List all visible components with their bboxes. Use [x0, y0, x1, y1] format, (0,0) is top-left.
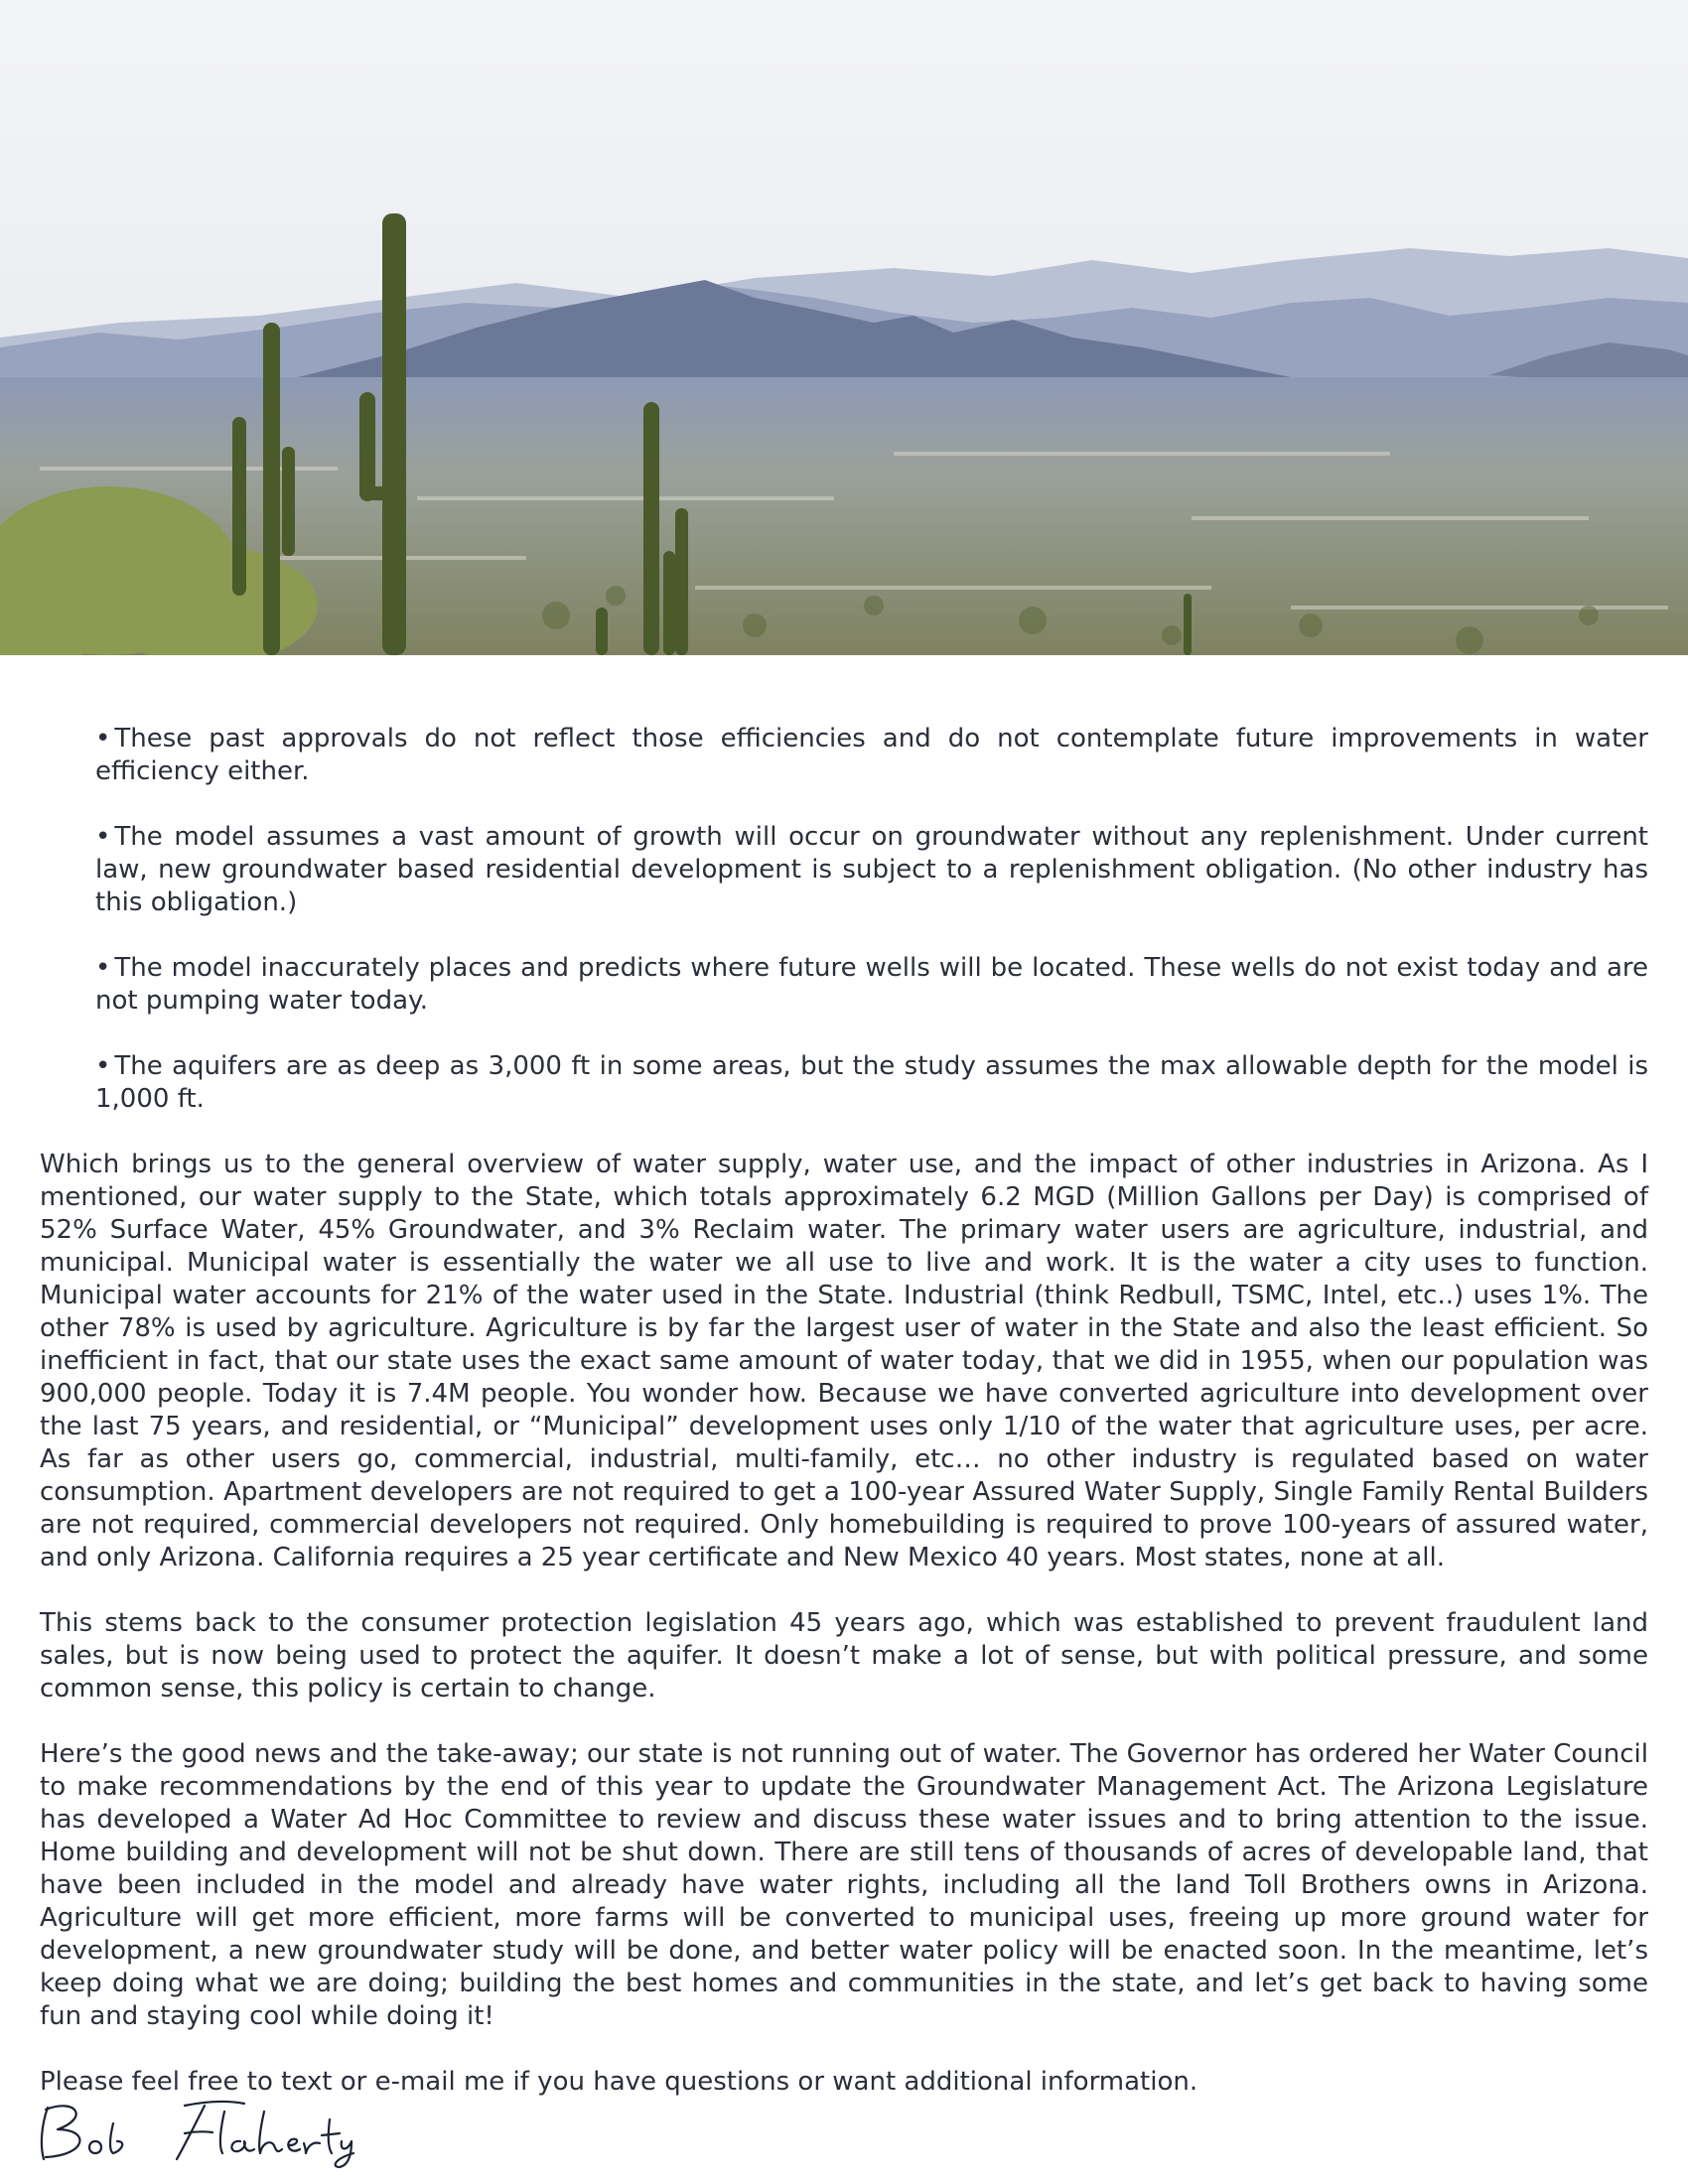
paragraph-legislation: This stems back to the consumer protection legislation 45 years ago, which was established to prevent fraudulent land sales, but is now being used to protect the aquifer. It doesn’t make a lot of sense, but with political pressure, and some common sense, this policy is certain to change.: [40, 1608, 1648, 1704]
bullet-text: The model assumes a vast amount of growth will occur on groundwater without any replenishment. Under current law, new groundwater based residential development is subject to a replenishment obligation. (No other industry has this obligation.): [95, 822, 1648, 917]
bullet-item: • The aquifers are as deep as 3,000 ft in some areas, but the study assumes the max allowable depth for the model is 1,000 ft.: [95, 1051, 1648, 1114]
signature-image: [36, 2090, 363, 2169]
hero-landscape-image: [0, 0, 1688, 655]
bullet-text: These past approvals do not reflect those efficiencies and do not contemplate future improvements in water efficiency either.: [95, 724, 1648, 786]
paragraph-good-news: Here’s the good news and the take-away; our state is not running out of water. The Governor has ordered her Water Council to make recommendations by the end of this year to update the Groundwater Management Act. The Arizona Legislature has developed a Water Ad Hoc Committee to review and discuss these water issues and to bring attention to the issue. Home building and development will not be shut down. There are still tens of thousands of acres of developable land, that have been included in the model and already have water rights, including all the land Toll Brothers owns in Arizona. Agriculture will get more efficient, more farms will be converted to municipal uses, freeing up more ground water for development, a new groundwater study will be done, and better water policy will be enacted soon. In the meantime, let’s keep doing what we are doing; building the best homes and communities in the state, and let’s get back to having some fun and staying cool while doing it!: [40, 1739, 1648, 2031]
bullet-item: • The model assumes a vast amount of growth will occur on groundwater without any replenishment. Under current law, new groundwater based residential development is subject to a replenishment obligation. (No other industry has this obligation.): [95, 822, 1648, 917]
bullet-text: The model inaccurately places and predicts where future wells will be located. These wells do not exist today and are not pumping water today.: [95, 953, 1648, 1016]
desert-landscape-image: [0, 0, 1688, 655]
bullet-item: • These past approvals do not reflect those efficiencies and do not contemplate future improvements in water efficiency either.: [95, 724, 1648, 786]
closing-line: Please feel free to text or e-mail me if you have questions or want additional information.: [40, 2067, 1198, 2097]
bullet-list: [95, 723, 1648, 1116]
signature: [36, 2090, 363, 2169]
paragraph-water-overview: Which brings us to the general overview of water supply, water use, and the impact of other industries in Arizona. As I mentioned, our water supply to the State, which totals approximately 6.2 MGD (Million Gallons per Day) is comprised of 52% Surface Water, 45% Groundwater, and 3% Reclaim water. The primary water users are agriculture, industrial, and municipal. Municipal water is essentially the water we all use to live and work. It is the water a city uses to function. Municipal water accounts for 21% of the water used in the State. Industrial (think Redbull, TSMC, Intel, etc..) uses 1%. The other 78% is used by agriculture. Agriculture is by far the largest user of water in the State and also the least efficient. So inefficient in fact, that our state uses the exact same amount of water today, that we did in 1955, when our population was 900,000 people. Today it is 7.4M people. You wonder how. Because we have converted agriculture into development over the last 75 years, and residential, or “Municipal” development uses only 1/10 of the water that agriculture uses, per acre. As far as other users go, commercial, industrial, multi-family, etc… no other industry is regulated based on water consumption. Apartment developers are not required to get a 100-year Assured Water Supply, Single Family Rental Builders are not required, commercial developers not required. Only homebuilding is required to prove 100-years of assured water, and only Arizona. California requires a 25 year certificate and New Mexico 40 years. Most states, none at all.: [40, 1150, 1648, 1572]
bullet-item: • The model inaccurately places and predicts where future wells will be located. These wells do not exist today and are not pumping water today.: [95, 953, 1648, 1016]
bullet-text: The aquifers are as deep as 3,000 ft in some areas, but the study assumes the max allowable depth for the model is 1,000 ft.: [95, 1051, 1648, 1114]
letter-body: [40, 723, 1648, 2107]
